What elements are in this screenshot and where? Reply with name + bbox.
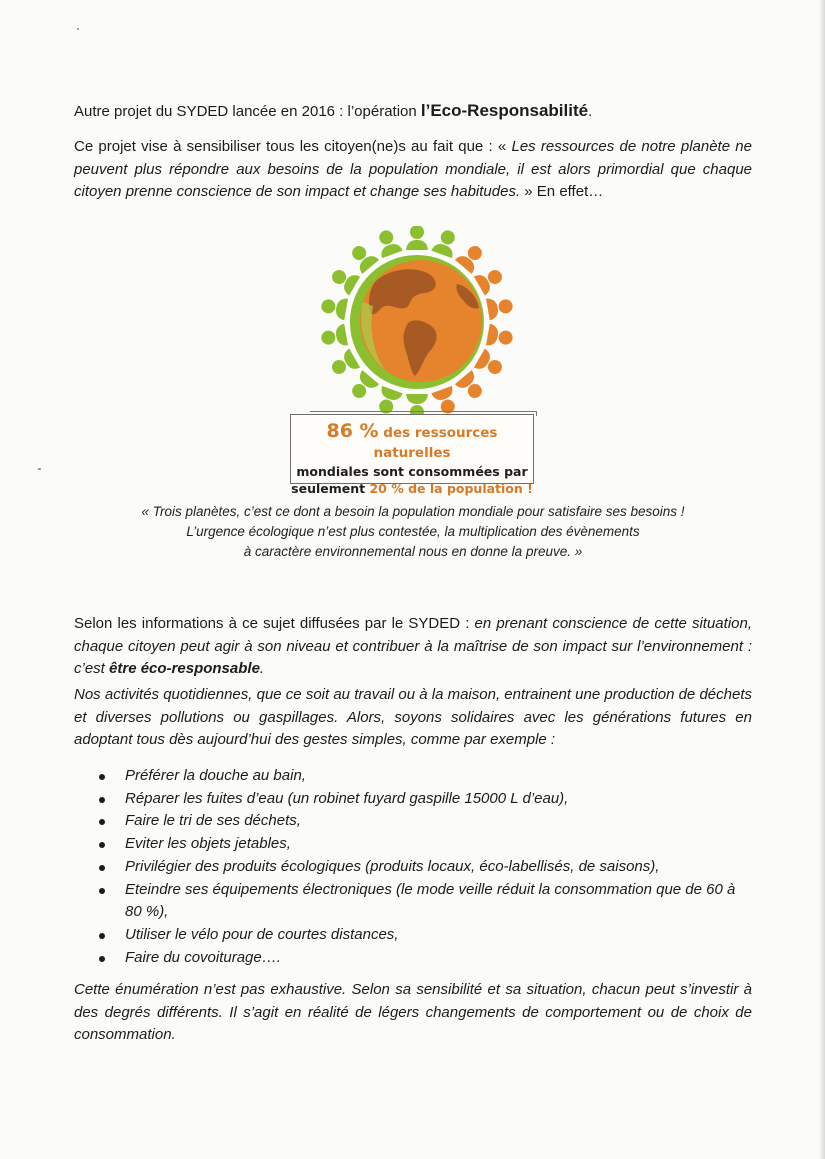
person-icon	[486, 324, 514, 350]
person-icon	[455, 241, 488, 274]
person-icon	[320, 294, 348, 320]
person-icon	[431, 227, 460, 258]
person-body	[406, 394, 428, 404]
intro-line: Autre projet du SYDED lancée en 2016 : l’opération l’Eco-Responsabilité.	[74, 101, 593, 120]
list-item: Utiliser le vélo pour de courtes distances,	[96, 924, 752, 947]
list-item: Eteindre ses équipements électroniques (le mode veille réduit la consommation que de 60 à 80 %),	[96, 879, 752, 924]
stat-line-3: seulement 20 % de la population !	[291, 481, 533, 496]
project-paragraph: Ce projet vise à sensibiliser tous les citoyen(ne)s au fait que : « Les ressources de notre planète ne peuvent plus répondre aux besoins de la population mondiale, il est alors primordial que chaque citoyen prenne conscience de son impact et change ses habitudes. » En effet…	[74, 138, 752, 200]
person-head	[498, 330, 514, 346]
person-icon	[406, 226, 428, 250]
person-icon	[474, 348, 507, 380]
person-body	[334, 297, 348, 320]
list-item: Réparer les fuites d’eau (un robinet fuyard gaspille 15000 L d’eau),	[96, 788, 752, 811]
scan-speck	[38, 468, 41, 470]
person-icon	[327, 348, 360, 380]
project-quote: Les ressources de notre planète ne peuvent plus répondre aux besoins de la population mondiale, il est alors primordial que chaque citoyen prenne conscience de son impact et change ses habitudes.	[74, 138, 752, 200]
person-icon	[346, 241, 379, 274]
person-body	[486, 324, 500, 347]
person-icon	[455, 370, 488, 403]
person-icon	[486, 294, 514, 320]
stat-box	[290, 414, 534, 496]
intro-text: Autre projet du SYDED lancée en 2016 : l’opération	[74, 103, 421, 120]
stat-line-1: 86 % des ressources naturelles	[326, 420, 498, 461]
person-head	[377, 228, 395, 246]
person-body	[379, 241, 403, 258]
person-icon	[346, 370, 379, 403]
person-icon	[320, 324, 348, 350]
stat-line-2: mondiales sont consommées par	[296, 464, 528, 479]
operation-name: l’Eco-Responsabilité	[420, 101, 589, 120]
person-head	[320, 298, 336, 314]
person-body	[334, 324, 348, 347]
list-item: Faire du covoiturage….	[96, 947, 752, 970]
planets-quote: « Trois planètes, c’est ce dont a besoin la population mondiale pour satisfaire ses besoins ! L’urgence écologique n’est plus contestée, la multiplication des évènements à caractère environnemental nous en donne la preuve. »	[141, 504, 685, 559]
person-head	[498, 298, 514, 314]
person-icon	[373, 227, 402, 258]
person-body	[486, 297, 500, 320]
person-icon	[474, 264, 507, 296]
list-item: Privilégier des produits écologiques (produits locaux, éco-labellisés, de saisons),	[96, 856, 752, 879]
list-item: Eviter les objets jetables,	[96, 833, 752, 856]
person-icon	[327, 264, 360, 296]
earth-people-illustration	[317, 226, 517, 422]
person-head	[410, 226, 424, 239]
eco-responsible-term: être éco-responsable	[109, 660, 260, 677]
scan-edge-shadow	[819, 0, 825, 1159]
simple-gestures-list	[96, 765, 752, 969]
person-body	[431, 241, 455, 258]
person-head	[439, 228, 457, 246]
list-item: Préférer la douche au bain,	[96, 765, 752, 788]
person-head	[320, 330, 336, 346]
closing-paragraph: Cette énumération n’est pas exhaustive. Selon sa sensibilité et sa situation, chacun peut s’investir à des degrés différents. Il s’agit en réalité de légers changements de comportement ou de choix de consommation.	[74, 981, 752, 1043]
syded-info-paragraph: Selon les informations à ce sujet diffusées par le SYDED : en prenant conscience de cette situation, chaque citoyen peut agir à son niveau et contribuer à la maîtrise de son impact sur l’environnement : c’est être éco-responsable.	[74, 615, 753, 677]
scan-speck	[77, 28, 79, 30]
daily-activities-paragraph: Nos activités quotidiennes, que ce soit au travail ou à la maison, entrainent une production de déchets et diverses pollutions ou gaspillages. Alors, soyons solidaires avec les générations futures en adoptant tous dès aujourd’hui des gestes simples, comme par exemple :	[74, 686, 752, 748]
person-body	[431, 386, 455, 403]
stat-percent: 86 %	[326, 420, 379, 442]
list-item: Faire le tri de ses déchets,	[96, 810, 752, 833]
person-body	[406, 240, 428, 250]
person-body	[379, 386, 403, 403]
